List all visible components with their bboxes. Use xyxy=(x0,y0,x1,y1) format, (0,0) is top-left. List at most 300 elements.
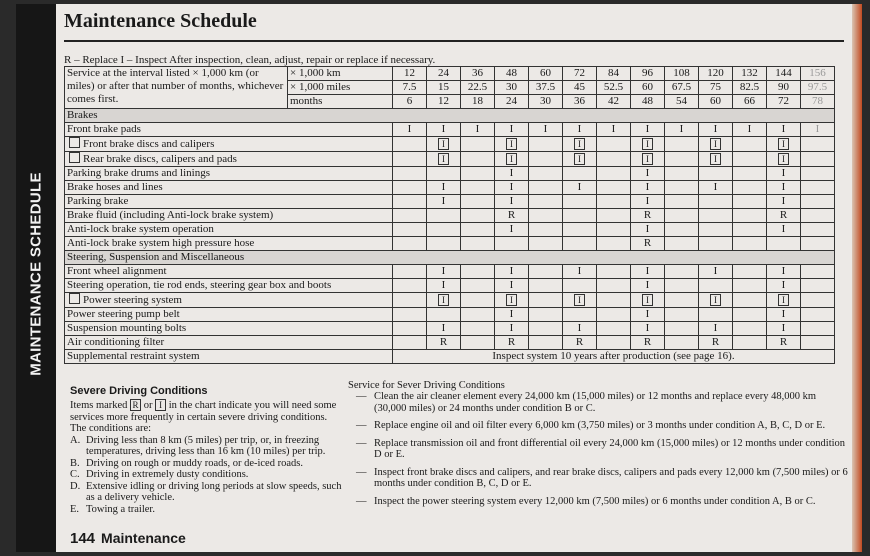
severe-intro-or: or xyxy=(143,400,153,411)
schedule-cell xyxy=(563,279,597,293)
schedule-cell xyxy=(495,265,529,279)
schedule-cell xyxy=(665,152,699,167)
boxed-mark-icon: I xyxy=(642,138,653,150)
schedule-cell xyxy=(699,322,733,336)
schedule-cell xyxy=(563,209,597,223)
condition-text: Driving less than 8 km (5 miles) per trip, or, in freezing temperatures, driving less than 16 km (10 miles) per trip. xyxy=(86,434,326,457)
interval-months-cell: 24 xyxy=(495,95,529,109)
schedule-cell xyxy=(631,336,665,350)
replace-box-icon: R xyxy=(130,399,141,411)
dash-bullet: — xyxy=(356,495,367,507)
item-label-cell xyxy=(65,152,393,167)
schedule-cell xyxy=(801,223,835,237)
condition-letter: A. xyxy=(70,434,81,446)
schedule-cell xyxy=(631,152,665,167)
schedule-cell xyxy=(427,123,461,137)
schedule-cell xyxy=(495,308,529,322)
dash-bullet: — xyxy=(356,420,367,431)
interval-km-cell: 144 xyxy=(767,67,801,81)
schedule-cell xyxy=(427,167,461,181)
inspect-box-icon: I xyxy=(155,399,166,411)
condition-letter: B. xyxy=(70,457,80,469)
item-label-cell xyxy=(65,123,393,137)
schedule-cell xyxy=(597,209,631,223)
item-label: Parking brake drums and linings xyxy=(67,167,210,179)
interval-km-cell: 132 xyxy=(733,67,767,81)
schedule-mark: I xyxy=(679,123,684,135)
schedule-mark: I xyxy=(781,123,786,135)
schedule-mark: I xyxy=(509,167,514,179)
schedule-mark: I xyxy=(645,195,650,207)
interval-months-cell: 66 xyxy=(733,95,767,109)
schedule-cell xyxy=(597,181,631,195)
schedule-mark: R xyxy=(575,336,584,348)
schedule-cell xyxy=(495,152,529,167)
section-row xyxy=(65,251,835,265)
boxed-mark-icon: I xyxy=(506,153,517,165)
schedule-cell xyxy=(529,152,563,167)
schedule-mark: I xyxy=(509,265,514,277)
schedule-mark: I xyxy=(781,308,786,320)
item-label: Brake hoses and lines xyxy=(67,181,163,193)
schedule-cell xyxy=(665,223,699,237)
table-row xyxy=(65,195,835,209)
next-page-edge xyxy=(852,4,862,552)
schedule-cell xyxy=(495,237,529,251)
schedule-mark: R xyxy=(643,209,652,221)
schedule-mark: I xyxy=(781,265,786,277)
schedule-cell xyxy=(393,137,427,152)
interval-months-cell: 60 xyxy=(699,95,733,109)
table-row-srs xyxy=(65,350,835,364)
schedule-mark: I xyxy=(509,308,514,320)
schedule-mark: I xyxy=(645,167,650,179)
page-number: 144 xyxy=(70,530,96,547)
schedule-cell xyxy=(767,308,801,322)
service-item xyxy=(356,438,851,461)
side-tab xyxy=(16,4,56,552)
schedule-mark: I xyxy=(407,123,412,135)
boxed-mark-icon: I xyxy=(574,138,585,150)
schedule-cell xyxy=(665,123,699,137)
interval-miles-cell: 97.5 xyxy=(801,81,835,95)
schedule-cell xyxy=(529,209,563,223)
interval-miles-cell: 37.5 xyxy=(529,81,563,95)
interval-description: Service at the interval listed × 1,000 km (or miles) or after that number of months, whichever comes first. xyxy=(65,67,288,109)
dash-bullet: — xyxy=(356,437,367,449)
page-footer xyxy=(70,530,186,547)
schedule-cell xyxy=(801,322,835,336)
schedule-cell xyxy=(631,322,665,336)
schedule-mark: R xyxy=(779,336,788,348)
checkbox-icon xyxy=(69,137,80,148)
schedule-cell xyxy=(529,181,563,195)
checkbox-icon xyxy=(69,293,80,304)
schedule-mark: I xyxy=(611,123,616,135)
manual-page xyxy=(16,4,862,552)
schedule-cell xyxy=(563,167,597,181)
service-severe-heading: Service for Sever Driving Conditions xyxy=(348,380,505,391)
schedule-mark: R xyxy=(507,336,516,348)
schedule-cell xyxy=(393,279,427,293)
schedule-mark: R xyxy=(439,336,448,348)
schedule-cell xyxy=(767,181,801,195)
schedule-cell xyxy=(665,209,699,223)
schedule-cell xyxy=(597,195,631,209)
schedule-mark: I xyxy=(509,322,514,334)
schedule-cell xyxy=(767,123,801,137)
boxed-mark-icon: I xyxy=(778,294,789,306)
schedule-mark: I xyxy=(713,265,718,277)
interval-months-cell: 30 xyxy=(529,95,563,109)
schedule-mark: I xyxy=(781,167,786,179)
boxed-mark-icon: I xyxy=(574,153,585,165)
schedule-cell xyxy=(461,195,495,209)
schedule-cell xyxy=(427,223,461,237)
condition-text: Towing a trailer. xyxy=(86,503,155,515)
schedule-cell xyxy=(563,308,597,322)
interval-miles-cell: 75 xyxy=(699,81,733,95)
schedule-cell xyxy=(393,181,427,195)
boxed-mark-icon: I xyxy=(574,294,585,306)
item-label: Front brake discs and calipers xyxy=(83,138,215,150)
schedule-cell xyxy=(801,308,835,322)
item-label-cell xyxy=(65,237,393,251)
interval-miles-cell: 45 xyxy=(563,81,597,95)
schedule-mark: I xyxy=(815,123,820,135)
service-text: Inspect the power steering system every 12,000 km (7,500 miles) or 6 months under condition A, B or C. xyxy=(374,495,816,507)
interval-miles-cell: 67.5 xyxy=(665,81,699,95)
table-row xyxy=(65,322,835,336)
schedule-cell xyxy=(665,195,699,209)
service-text: Clean the air cleaner element every 24,000 km (15,000 miles) or 12 months and replace every 48,000 km (30,000 miles) or 24 months under condition B or C. xyxy=(374,391,817,414)
footer-section: Maintenance xyxy=(101,530,186,546)
interval-miles-cell: 30 xyxy=(495,81,529,95)
schedule-cell xyxy=(631,181,665,195)
schedule-cell xyxy=(393,167,427,181)
condition-item xyxy=(70,435,350,458)
schedule-cell xyxy=(801,279,835,293)
severe-conditions xyxy=(70,399,350,515)
condition-letter: D. xyxy=(70,480,81,492)
schedule-cell xyxy=(393,293,427,308)
condition-letter: E. xyxy=(70,503,80,515)
schedule-cell xyxy=(801,209,835,223)
schedule-cell xyxy=(529,137,563,152)
table-row xyxy=(65,137,835,152)
schedule-cell xyxy=(665,137,699,152)
schedule-cell xyxy=(427,237,461,251)
schedule-mark: I xyxy=(645,265,650,277)
schedule-cell xyxy=(733,195,767,209)
boxed-mark-icon: I xyxy=(642,153,653,165)
table-row xyxy=(65,181,835,195)
schedule-cell xyxy=(495,322,529,336)
boxed-mark-icon: I xyxy=(778,153,789,165)
condition-item xyxy=(70,458,350,470)
boxed-mark-icon: I xyxy=(710,153,721,165)
service-item xyxy=(356,496,851,508)
schedule-mark: I xyxy=(781,181,786,193)
interval-km-cell: 120 xyxy=(699,67,733,81)
unit-label-months: months xyxy=(288,95,393,109)
boxed-mark-icon: I xyxy=(778,138,789,150)
service-text: Inspect front brake discs and calipers, and rear brake discs, calipers and pads every 12,000 km (7,500 miles) or 6 months under condition B, C, D or E. xyxy=(374,466,848,489)
item-label: Air conditioning filter xyxy=(67,336,165,348)
schedule-cell xyxy=(563,336,597,350)
schedule-cell xyxy=(767,279,801,293)
item-label-cell xyxy=(65,279,393,293)
schedule-cell xyxy=(801,181,835,195)
severe-intro-text-2: in the chart indicate you will need some services more frequently in certain severe driving conditions. xyxy=(70,400,337,423)
schedule-cell xyxy=(461,223,495,237)
schedule-cell xyxy=(461,237,495,251)
boxed-mark-icon: I xyxy=(438,138,449,150)
schedule-cell xyxy=(427,152,461,167)
interval-miles-cell: 22.5 xyxy=(461,81,495,95)
schedule-cell xyxy=(427,209,461,223)
condition-item xyxy=(70,481,350,504)
schedule-mark: I xyxy=(645,308,650,320)
interval-miles-cell: 52.5 xyxy=(597,81,631,95)
schedule-cell xyxy=(563,293,597,308)
schedule-cell xyxy=(665,322,699,336)
schedule-cell xyxy=(767,336,801,350)
item-label-cell xyxy=(65,195,393,209)
schedule-cell xyxy=(563,123,597,137)
interval-months-cell: 18 xyxy=(461,95,495,109)
dash-bullet: — xyxy=(356,391,367,402)
schedule-mark: I xyxy=(645,223,650,235)
schedule-cell xyxy=(393,308,427,322)
item-label-cell xyxy=(65,265,393,279)
schedule-cell xyxy=(665,308,699,322)
schedule-cell xyxy=(597,322,631,336)
schedule-cell xyxy=(767,237,801,251)
unit-label-miles: × 1,000 miles xyxy=(288,81,393,95)
item-label: Rear brake discs, calipers and pads xyxy=(83,153,237,165)
schedule-mark: I xyxy=(441,279,446,291)
schedule-cell xyxy=(529,123,563,137)
schedule-cell xyxy=(631,123,665,137)
schedule-cell xyxy=(699,279,733,293)
interval-months-cell: 48 xyxy=(631,95,665,109)
interval-miles-cell: 7.5 xyxy=(393,81,427,95)
schedule-cell xyxy=(495,137,529,152)
conditions-list xyxy=(70,435,350,516)
schedule-cell xyxy=(733,336,767,350)
schedule-cell xyxy=(699,181,733,195)
boxed-mark-icon: I xyxy=(506,138,517,150)
checkbox-icon xyxy=(69,152,80,163)
schedule-cell xyxy=(461,152,495,167)
schedule-cell xyxy=(461,279,495,293)
schedule-cell xyxy=(529,322,563,336)
schedule-cell xyxy=(733,265,767,279)
schedule-mark: I xyxy=(509,123,514,135)
item-label: Brake fluid (including Anti-lock brake system) xyxy=(67,209,274,221)
item-label-cell xyxy=(65,167,393,181)
item-label-cell xyxy=(65,181,393,195)
interval-months-cell: 78 xyxy=(801,95,835,109)
schedule-cell xyxy=(461,293,495,308)
item-label: Parking brake xyxy=(67,195,129,207)
schedule-mark: I xyxy=(577,123,582,135)
interval-km-cell: 60 xyxy=(529,67,563,81)
table-row xyxy=(65,237,835,251)
schedule-cell xyxy=(597,237,631,251)
schedule-cell xyxy=(563,195,597,209)
schedule-mark: I xyxy=(543,123,548,135)
schedule-mark: I xyxy=(441,322,446,334)
schedule-cell xyxy=(393,265,427,279)
schedule-cell xyxy=(427,336,461,350)
schedule-cell xyxy=(631,308,665,322)
interval-km-cell: 36 xyxy=(461,67,495,81)
conditions-label: The conditions are: xyxy=(70,423,152,434)
schedule-cell xyxy=(733,308,767,322)
schedule-cell xyxy=(699,237,733,251)
schedule-cell xyxy=(393,209,427,223)
schedule-cell xyxy=(495,167,529,181)
boxed-mark-icon: I xyxy=(506,294,517,306)
schedule-cell xyxy=(461,336,495,350)
interval-km-cell: 108 xyxy=(665,67,699,81)
schedule-cell xyxy=(495,223,529,237)
condition-text: Extensive idling or driving long periods at slow speeds, such as a delivery vehicle. xyxy=(86,480,342,503)
schedule-mark: I xyxy=(509,223,514,235)
interval-km-cell: 12 xyxy=(393,67,427,81)
schedule-cell xyxy=(563,137,597,152)
schedule-cell xyxy=(427,308,461,322)
schedule-cell xyxy=(597,293,631,308)
schedule-cell xyxy=(631,223,665,237)
schedule-cell xyxy=(427,279,461,293)
schedule-cell xyxy=(529,279,563,293)
schedule-cell xyxy=(699,167,733,181)
schedule-cell xyxy=(801,195,835,209)
interval-km-cell: 24 xyxy=(427,67,461,81)
boxed-mark-icon: I xyxy=(438,153,449,165)
schedule-cell xyxy=(597,167,631,181)
title-divider xyxy=(64,40,844,42)
interval-months-cell: 54 xyxy=(665,95,699,109)
schedule-cell xyxy=(631,137,665,152)
boxed-mark-icon: I xyxy=(642,294,653,306)
schedule-cell xyxy=(529,308,563,322)
schedule-cell xyxy=(495,209,529,223)
schedule-cell xyxy=(767,152,801,167)
schedule-cell xyxy=(529,223,563,237)
schedule-cell xyxy=(733,152,767,167)
schedule-mark: I xyxy=(747,123,752,135)
schedule-cell xyxy=(597,336,631,350)
table-row xyxy=(65,265,835,279)
schedule-cell xyxy=(495,123,529,137)
schedule-cell xyxy=(597,223,631,237)
schedule-cell xyxy=(767,322,801,336)
schedule-cell xyxy=(597,265,631,279)
schedule-cell xyxy=(733,322,767,336)
schedule-mark: I xyxy=(645,322,650,334)
schedule-cell xyxy=(767,223,801,237)
item-label-cell xyxy=(65,308,393,322)
schedule-mark: I xyxy=(781,279,786,291)
schedule-mark: R xyxy=(643,336,652,348)
interval-miles-cell: 90 xyxy=(767,81,801,95)
schedule-cell xyxy=(427,265,461,279)
schedule-cell xyxy=(563,322,597,336)
schedule-cell xyxy=(631,167,665,181)
table-row xyxy=(65,167,835,181)
schedule-cell xyxy=(631,293,665,308)
schedule-cell xyxy=(529,195,563,209)
schedule-cell xyxy=(495,293,529,308)
schedule-mark: I xyxy=(713,322,718,334)
schedule-cell xyxy=(699,265,733,279)
schedule-cell xyxy=(631,279,665,293)
item-label-cell xyxy=(65,336,393,350)
schedule-cell xyxy=(563,152,597,167)
interval-km-cell: 84 xyxy=(597,67,631,81)
condition-item xyxy=(70,504,350,516)
schedule-cell xyxy=(665,265,699,279)
schedule-cell xyxy=(529,293,563,308)
schedule-mark: I xyxy=(781,195,786,207)
schedule-cell xyxy=(767,195,801,209)
schedule-cell xyxy=(461,181,495,195)
schedule-cell xyxy=(495,181,529,195)
schedule-mark: I xyxy=(509,181,514,193)
schedule-cell xyxy=(563,223,597,237)
condition-text: Driving in extremely dusty conditions. xyxy=(86,469,249,480)
schedule-mark: I xyxy=(645,181,650,193)
item-label: Power steering pump belt xyxy=(67,308,180,320)
section-heading: Steering, Suspension and Miscellaneous xyxy=(65,251,835,265)
schedule-cell xyxy=(801,123,835,137)
schedule-cell xyxy=(733,223,767,237)
schedule-cell xyxy=(699,293,733,308)
schedule-cell xyxy=(427,181,461,195)
schedule-cell xyxy=(461,322,495,336)
schedule-mark: I xyxy=(509,279,514,291)
schedule-cell xyxy=(529,265,563,279)
item-label: Anti-lock brake system high pressure hose xyxy=(67,237,255,249)
side-tab-label: MAINTENANCE SCHEDULE xyxy=(27,172,45,376)
schedule-cell xyxy=(699,209,733,223)
table-row xyxy=(65,209,835,223)
item-label: Front wheel alignment xyxy=(67,265,167,277)
schedule-cell xyxy=(733,293,767,308)
schedule-cell xyxy=(801,167,835,181)
interval-months-cell: 42 xyxy=(597,95,631,109)
schedule-cell xyxy=(767,265,801,279)
schedule-cell xyxy=(563,265,597,279)
schedule-cell xyxy=(733,237,767,251)
schedule-cell xyxy=(733,137,767,152)
schedule-cell xyxy=(495,279,529,293)
schedule-cell xyxy=(461,167,495,181)
service-text: Replace transmission oil and front differential oil every 24,000 km (15,000 miles) or 12 months under condition D or E. xyxy=(374,437,846,460)
schedule-cell xyxy=(801,237,835,251)
schedule-cell xyxy=(801,293,835,308)
table-row xyxy=(65,308,835,322)
schedule-cell xyxy=(427,322,461,336)
schedule-cell xyxy=(801,152,835,167)
schedule-cell xyxy=(393,123,427,137)
page-title: Maintenance Schedule xyxy=(64,10,257,32)
schedule-mark: I xyxy=(577,181,582,193)
